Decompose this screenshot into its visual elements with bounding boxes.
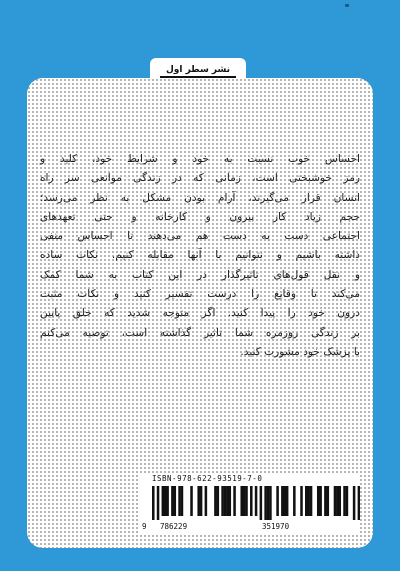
barcode-bar	[281, 486, 284, 516]
barcode-bar	[243, 486, 246, 516]
barcode-bar	[317, 486, 320, 516]
barcode-bar	[174, 486, 177, 516]
barcode-bar	[205, 486, 208, 516]
blurb-line: درون خود را پیدا کنید. اگر متوجه شدید که خلق پایین	[40, 307, 360, 320]
barcode-bar	[307, 486, 310, 516]
barcode-bar	[338, 486, 341, 516]
barcode-bar	[214, 486, 217, 516]
barcode-digits-right: 351970	[262, 522, 290, 531]
barcode-bar	[229, 486, 232, 516]
barcode-bar	[353, 486, 356, 520]
barcode-bar	[343, 486, 346, 516]
barcode-bar	[250, 486, 253, 516]
barcode-bar	[171, 486, 174, 516]
blurb-line: احساس خوب نسبت به خود و شرایط خود، کلید و	[40, 153, 360, 165]
isbn-text: ISBN-978-622-93519-7-0	[152, 474, 263, 483]
barcode-bar	[327, 486, 330, 516]
barcode-bar	[358, 486, 360, 520]
barcode-bar	[293, 486, 296, 516]
barcode-bar	[267, 486, 270, 520]
barcode-bar	[310, 486, 313, 516]
barcode-bars	[152, 486, 360, 520]
back-cover-blurb	[40, 150, 360, 362]
corner-mark	[345, 4, 349, 7]
barcode-bar	[245, 486, 248, 516]
barcode-bar	[264, 486, 267, 520]
barcode-bar	[286, 486, 289, 516]
blurb-line: حجم زیاد کار بیرون و کارخانه و حتی تعهدهای	[40, 210, 360, 223]
blurb-line: و نقل قول‌های تاثیرگذار در این کتاب به شما کمک	[40, 268, 360, 281]
barcode-bar	[224, 486, 227, 516]
publisher-logo: نشر سطر اول	[165, 64, 231, 75]
barcode-bar	[305, 486, 308, 516]
blurb-line: می‌کند تا وقایع را درست تفسیر کنید و نکات مثبت	[40, 288, 360, 301]
barcode-bar	[300, 486, 303, 516]
barcode-bar	[319, 486, 322, 516]
barcode-bar	[346, 486, 349, 516]
barcode-bar	[178, 486, 181, 516]
barcode-bar	[260, 486, 263, 520]
barcode-bar	[157, 486, 160, 520]
blurb-line: اجتماعی دست به دست هم می‌دهند تا احساس منفی	[40, 230, 360, 243]
barcode-bar	[200, 486, 203, 516]
barcode-bar	[181, 486, 184, 516]
barcode-bar	[324, 486, 327, 516]
barcode-bar	[152, 486, 155, 520]
blurb-line: رمز خوشبختی است، زمانی که در زندگی موانعی سر راه	[40, 172, 360, 185]
barcode-bar	[221, 486, 224, 516]
blurb-line: داشته باشیم و نتوانیم با آنها مقابله کنیم. نکات ساده	[40, 249, 360, 262]
barcode-icon	[152, 486, 360, 520]
barcode-bar	[166, 486, 169, 516]
barcode-bar	[162, 486, 165, 516]
barcode-bar	[233, 486, 236, 516]
barcode-digits-lead: 9	[142, 522, 147, 531]
barcode-bar	[164, 486, 167, 516]
barcode-bar	[283, 486, 286, 516]
blurb-line: بر زندگی روزمره شما تاثیر گذاشته است، توصیه می‌کنم	[40, 326, 360, 339]
barcode-bar	[217, 486, 220, 516]
barcode-bar	[226, 486, 229, 516]
barcode-bar	[334, 486, 337, 516]
barcode-bar	[336, 486, 339, 516]
barcode-bar	[276, 486, 279, 516]
barcode-bar	[240, 486, 243, 516]
barcode-bar	[197, 486, 200, 516]
blurb-line: با پزشک خود مشورت کنید.	[240, 345, 360, 358]
barcode-digits-left: 786229	[160, 522, 188, 531]
barcode-bar	[269, 486, 272, 520]
blurb-line: انسان قرار می‌گیرند، آرام بودن مشکل به نظر می‌رسد؛	[40, 191, 360, 204]
barcode-bar	[255, 486, 258, 516]
barcode-bar	[190, 486, 193, 516]
